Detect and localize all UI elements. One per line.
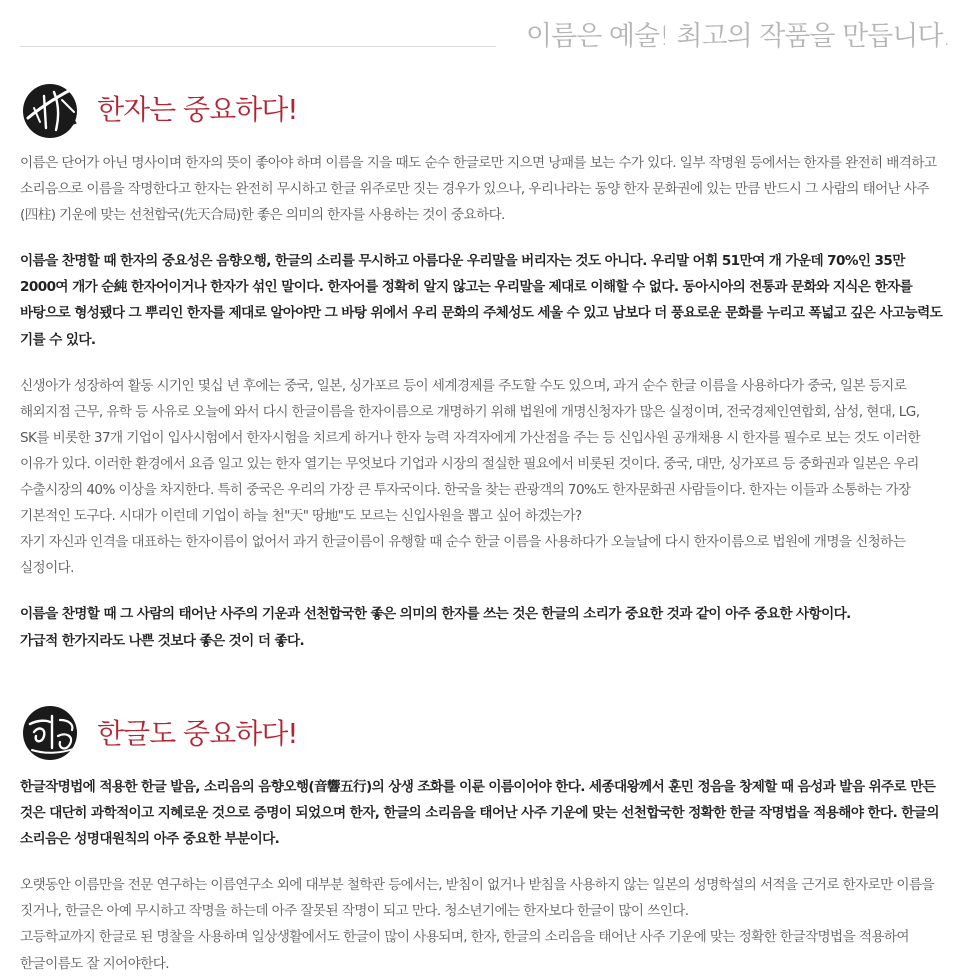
paragraph-bold: 이름을 찬명할 때 한자의 중요성은 음향오행, 한글의 소리를 무시하고 아름다운 우리말을 버리자는 것도 아니다. 우리말 어휘 51만여 개 가운데 70%인 35만 2000여 개가 순純 한자어이거나 한자가 섞인 말이다. 한자어를 정확히 알지 않고는 우리말을 제대로 이해할 수 없다. 동아시아의 전통과 문화와 지식은 한자를 바탕으로 형성됐다 그 뿌리인 한자를 제대로 알아야만 그 바탕 위에서 우리 문화의 주체성도 세울 수 있고 남보다 더 풍요로운 문화를 누리고 폭넓고 깊은 사고능력도 기를 수 있다. [20, 253, 943, 348]
section-title-row [20, 702, 950, 766]
section-title: 한글도 중요하다! [97, 717, 298, 750]
tagline: 이름은 예술! 최고의 작품을 만듭니다. [526, 21, 950, 52]
hanja-brush-icon [20, 78, 84, 142]
paragraph-bold: 가급적 한가지라도 나쁜 것보다 좋은 것이 더 좋다. [20, 632, 305, 649]
paragraph: 이름은 단어가 아닌 명사이며 한자의 뜻이 좋아야 하며 이름을 지을 때도 순수 한글로만 지으면 낭패를 보는 수가 있다. 일부 작명원 등에서는 한자를 완전히 배격하고 소리음으로 이름을 작명한다고 한자는 완전히 무시하고 한글 위주로만 짓는 경우가 있으나, 우리나라는 동양 한자 문화권에 있는 만큼 반드시 그 사람의 태어난 사주(四柱) 기운에 맞는 선천합국(先天合局)한 좋은 의미의 한자를 사용하는 것이 중요하다. [20, 155, 937, 224]
section-hangul [20, 702, 950, 972]
paragraph-bold: 한글작명법에 적용한 한글 발음, 소리음의 음향오행(音響五行)의 상생 조화를 이룬 이름이어야 한다. 세종대왕께서 훈민 정음을 창제할 때 음성과 발음 위주로 만든 것은 대단히 과학적이고 지혜로운 것으로 증명이 되었으며 한자, 한글의 소리음을 태어난 사주 기운에 맞는 선천합국한 정확한 한글 작명법을 적용해야 한다. 한글의 소리음은 성명대원칙의 아주 중요한 부분이다. [20, 779, 939, 848]
section-title: 한자는 중요하다! [97, 93, 298, 126]
section-body [20, 150, 950, 654]
paragraph: 고등학교까지 한글로 된 명찰을 사용하며 일상생활에서도 한글이 많이 사용되며, 한자, 한글의 소리음을 태어난 사주 기운에 맞는 정확한 한글작명법을 적용하여 한글이름도 잘 지어야한다. [20, 929, 909, 972]
paragraph: 신생아가 성장하여 활동 시기인 몇십 년 후에는 중국, 일본, 싱가포르 등이 세계경제를 주도할 수도 있으며, 과거 순수 한글 이름을 사용하다가 중국, 일본 등지로 해외지점 근무, 유학 등 사유로 오늘에 와서 다시 한글이름을 한자이름으로 개명하기 위해 법원에 개명신청자가 많은 실정이며, 전국경제인연합회, 삼성, 현대, LG, SK를 비롯한 37개 기업이 입사시험에서 한자시험을 치르게 하거나 한자 능력 자격자에게 가산점을 주는 등 신입사원 공개채용 시 한자를 필수로 보는 것도 이러한 이유가 있다. 이러한 환경에서 요즘 일고 있는 한자 열기는 무엇보다 기업과 시장의 절실한 필요에서 비롯된 것이다. 중국, 대만, 싱가포르 등 중화권과 일본은 우리 수출시장의 40% 이상을 차지한다. 특히 중국은 우리의 가장 큰 투자국이다. 한국을 찾는 관광객의 70%도 한자문화권 사람들이다. 한자는 이들과 소통하는 가장 기본적인 도구다. 시대가 이런데 기업이 하늘 천"天" 땅地"도 모르는 신입사원을 뽑고 싶어 하겠는가? [20, 377, 921, 525]
section-hanja [20, 78, 950, 649]
hangul-brush-icon [20, 702, 84, 766]
section-body [20, 774, 950, 977]
section-title-row [20, 78, 950, 142]
paragraph-bold: 이름을 찬명할 때 그 사람의 태어난 사주의 기운과 선천합국한 좋은 의미의 한자를 쓰는 것은 한글의 소리가 중요한 것과 같이 아주 중요한 사항이다. [20, 606, 851, 623]
paragraph: 자기 자신과 인격을 대표하는 한자이름이 없어서 과거 한글이름이 유행할 때 순수 한글 이름을 사용하다가 오늘날에 다시 한자이름으로 법원에 개명을 신청하는 실정이다. [20, 534, 906, 577]
header-divider [20, 46, 496, 47]
page-header [0, 0, 970, 60]
paragraph: 오랫동안 이름만을 전문 연구하는 이름연구소 외에 대부분 철학관 등에서는, 받침이 없거나 받침을 사용하지 않는 일본의 성명학설의 서적을 근거로 한자로만 이름을 짓거나, 한글은 아예 무시하고 작명을 하는데 아주 잘못된 작명이 되고 만다. 청소년기에는 한자보다 한글이 많이 쓰인다. [20, 877, 935, 920]
